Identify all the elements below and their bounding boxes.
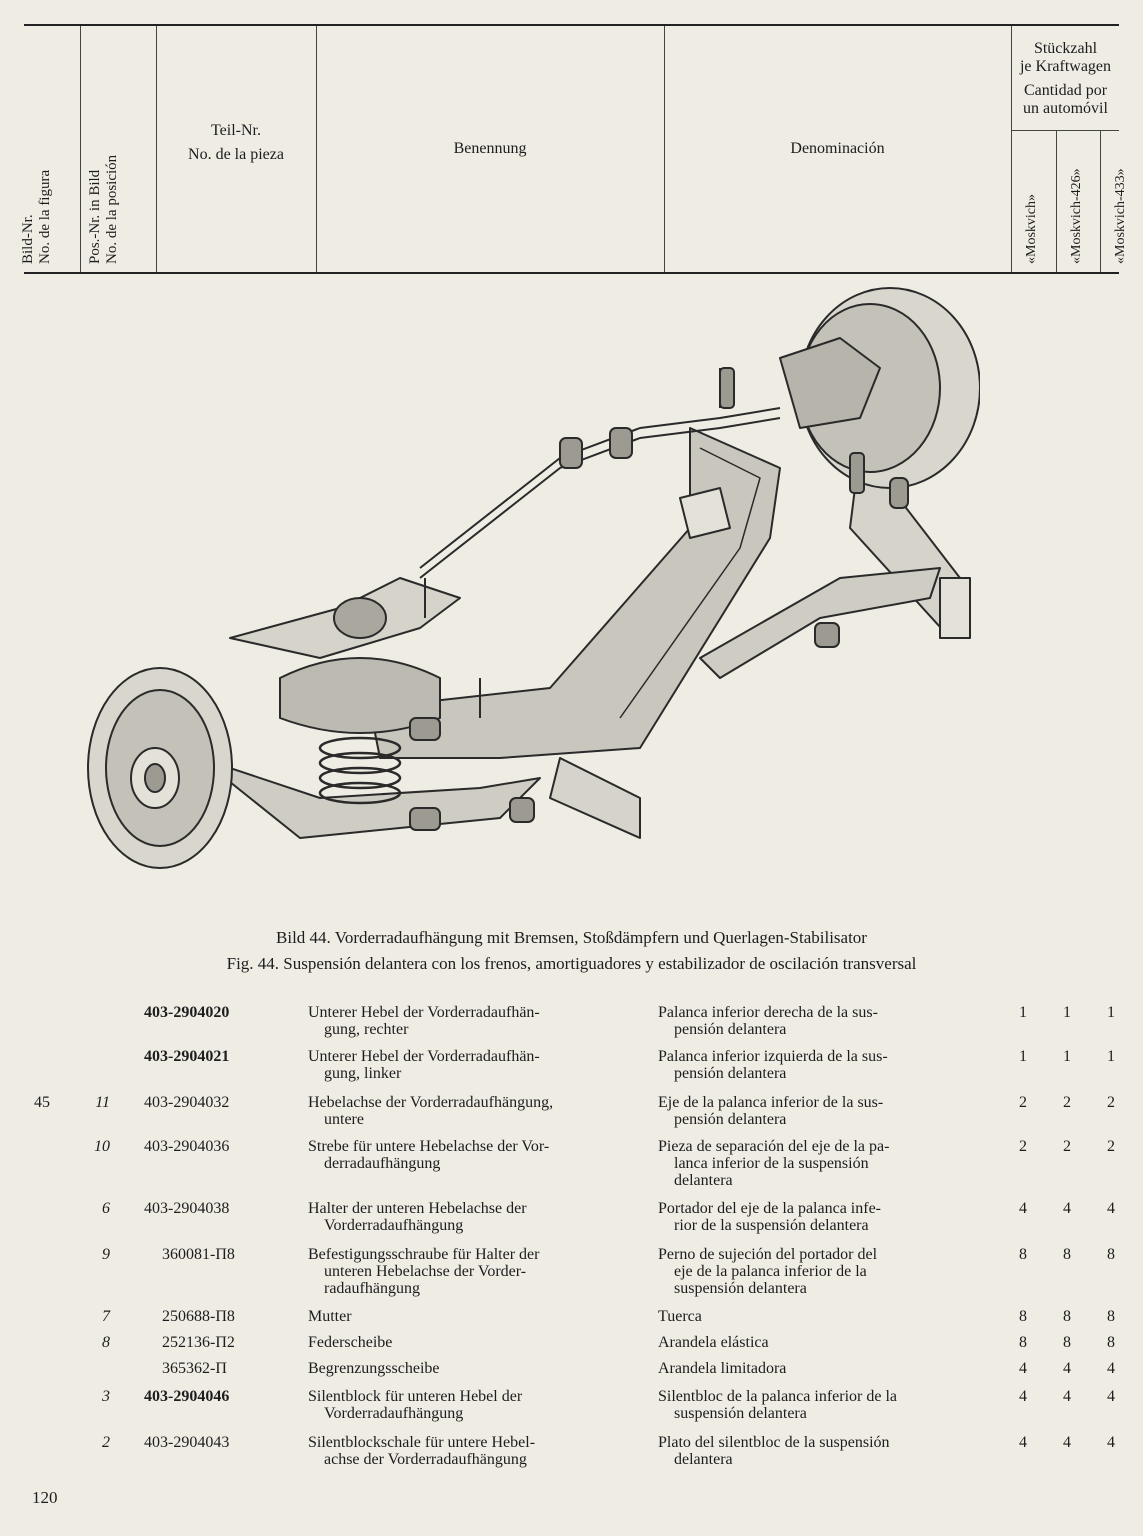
row-denominacion <box>658 1334 970 1351</box>
row-pos-nr: 3 <box>102 1388 110 1405</box>
benennung-line: untere <box>324 1111 364 1128</box>
row-qty-moskvich-433: 8 <box>1107 1246 1115 1263</box>
row-qty-moskvich-426: 1 <box>1063 1004 1071 1021</box>
benennung-line: derradaufhängung <box>324 1155 441 1172</box>
row-part-nr: 403-2904038 <box>144 1200 230 1217</box>
row-benennung <box>308 1200 623 1234</box>
benennung-line: unteren Hebelachse der Vorder- <box>324 1263 527 1280</box>
benennung-line: Befestigungsschraube für Halter der <box>308 1246 540 1263</box>
benennung-line: gung, rechter <box>324 1021 409 1038</box>
row-denominacion <box>658 1308 970 1325</box>
row-qty-moskvich-426: 4 <box>1063 1200 1071 1217</box>
header-model-2-cell <box>1056 130 1099 272</box>
benennung-line: Federscheibe <box>308 1334 393 1351</box>
header-col-benennung <box>316 26 663 272</box>
figure-caption-es: Fig. 44. Suspensión delantera con los frenos, amortiguadores y estabilizador de oscilación transversal <box>226 954 917 973</box>
row-denominacion <box>658 1004 970 1038</box>
denominacion-line: pensión delantera <box>674 1021 787 1038</box>
row-qty-moskvich-433: 8 <box>1107 1308 1115 1325</box>
row-part-nr: 403-2904036 <box>144 1138 230 1155</box>
denominacion-line: Arandela elástica <box>658 1334 769 1351</box>
row-qty-moskvich-433: 2 <box>1107 1138 1115 1155</box>
row-qty-moskvich-426: 4 <box>1063 1388 1071 1405</box>
row-qty-moskvich-433: 2 <box>1107 1094 1115 1111</box>
benennung-line: radaufhängung <box>324 1280 420 1297</box>
denominacion-line: Arandela limitadora <box>658 1360 787 1377</box>
header-teil-label: Teil-Nr. No. de la pieza <box>188 122 284 163</box>
row-qty-moskvich: 1 <box>1019 1048 1027 1065</box>
figure-caption-de: Bild 44. Vorderradaufhängung mit Bremsen, Stoßdämpfern und Querlagen-Stabilisator <box>276 928 867 947</box>
header-col-denominacion <box>664 26 1010 272</box>
denominacion-line: Perno de sujeción del portador del <box>658 1246 878 1263</box>
row-part-nr: 403-2904046 <box>144 1388 230 1405</box>
row-part-nr: 403-2904032 <box>144 1094 230 1111</box>
row-qty-moskvich-426: 8 <box>1063 1334 1071 1351</box>
denominacion-line: Palanca inferior derecha de la sus- <box>658 1004 878 1021</box>
row-denominacion <box>658 1434 970 1468</box>
benennung-line: Halter der unteren Hebelachse der <box>308 1200 527 1217</box>
header-bild-label: Bild-Nr. No. de la figura <box>20 169 53 264</box>
row-pos-nr: 10 <box>94 1138 110 1155</box>
row-denominacion <box>658 1138 970 1189</box>
denominacion-line: Pieza de separación del eje de la pa- <box>658 1138 890 1155</box>
page-number: 120 <box>32 1488 58 1507</box>
benennung-line: Vorderradaufhängung <box>324 1217 464 1234</box>
row-denominacion <box>658 1200 970 1234</box>
row-part-nr: 360081-П8 <box>162 1246 235 1263</box>
denominacion-line: pensión delantera <box>674 1065 787 1082</box>
row-part-nr: 403-2904043 <box>144 1434 230 1451</box>
row-qty-moskvich: 4 <box>1019 1388 1027 1405</box>
header-pos-label: Pos.-Nr. in Bild No. de la posición <box>87 154 120 264</box>
row-qty-moskvich: 2 <box>1019 1138 1027 1155</box>
row-part-nr: 252136-П2 <box>162 1334 235 1351</box>
header-stueckzahl: Stückzahl je Kraftwagen Cantidad por un automóvil <box>1019 40 1112 117</box>
row-qty-moskvich-433: 4 <box>1107 1200 1115 1217</box>
row-benennung <box>308 1434 623 1468</box>
header-model-3-cell <box>1100 130 1128 272</box>
denominacion-line: Silentbloc de la palanca inferior de la <box>658 1388 898 1405</box>
row-qty-moskvich-426: 2 <box>1063 1094 1071 1111</box>
row-pos-nr: 2 <box>102 1434 110 1451</box>
benennung-line: Begrenzungsscheibe <box>308 1360 440 1377</box>
row-part-nr: 365362-П <box>162 1360 227 1377</box>
row-qty-moskvich: 8 <box>1019 1308 1027 1325</box>
row-benennung <box>308 1360 623 1377</box>
row-denominacion <box>658 1094 970 1128</box>
row-qty-moskvich-426: 2 <box>1063 1138 1071 1155</box>
row-part-nr: 250688-П8 <box>162 1308 235 1325</box>
denominacion-line: Palanca inferior izquierda de la sus- <box>658 1048 888 1065</box>
row-qty-moskvich-433: 8 <box>1107 1334 1115 1351</box>
benennung-line: Hebelachse der Vorderradaufhängung, <box>308 1094 554 1111</box>
row-pos-nr: 9 <box>102 1246 110 1263</box>
row-qty-moskvich-426: 8 <box>1063 1246 1071 1263</box>
row-qty-moskvich: 1 <box>1019 1004 1027 1021</box>
row-benennung <box>308 1388 623 1422</box>
denominacion-line: rior de la suspensión delantera <box>674 1217 869 1234</box>
denominacion-line: suspensión delantera <box>674 1405 807 1422</box>
row-qty-moskvich: 8 <box>1019 1334 1027 1351</box>
row-qty-moskvich-426: 8 <box>1063 1308 1071 1325</box>
row-benennung <box>308 1094 623 1128</box>
row-qty-moskvich: 4 <box>1019 1434 1027 1451</box>
row-pos-nr: 7 <box>102 1308 110 1325</box>
benennung-line: Mutter <box>308 1308 352 1325</box>
row-qty-moskvich-433: 1 <box>1107 1004 1115 1021</box>
benennung-line: achse der Vorderradaufhängung <box>324 1451 527 1468</box>
row-benennung <box>308 1138 623 1172</box>
row-qty-moskvich-426: 1 <box>1063 1048 1071 1065</box>
header-col-stueckzahl <box>1011 26 1128 272</box>
header-col-bild <box>20 26 72 272</box>
row-benennung <box>308 1048 623 1082</box>
benennung-line: gung, linker <box>324 1065 402 1082</box>
row-denominacion <box>658 1388 970 1422</box>
row-qty-moskvich-433: 1 <box>1107 1048 1115 1065</box>
header-model-2: «Moskvich-426» <box>1069 168 1084 264</box>
denominacion-line: delantera <box>674 1451 733 1468</box>
row-qty-moskvich-433: 4 <box>1107 1360 1115 1377</box>
row-qty-moskvich-426: 4 <box>1063 1360 1071 1377</box>
row-denominacion <box>658 1246 970 1297</box>
row-bild-nr: 45 <box>34 1094 50 1111</box>
row-part-nr: 403-2904020 <box>144 1004 230 1021</box>
row-qty-moskvich: 2 <box>1019 1094 1027 1111</box>
table-header <box>20 24 1128 274</box>
row-pos-nr: 11 <box>95 1094 110 1111</box>
row-benennung <box>308 1004 623 1038</box>
header-col-teil <box>156 26 315 272</box>
benennung-line: Unterer Hebel der Vorderradaufhän- <box>308 1004 540 1021</box>
row-pos-nr: 8 <box>102 1334 110 1351</box>
header-col-pos <box>80 26 155 272</box>
row-qty-moskvich: 4 <box>1019 1360 1027 1377</box>
header-model-3: «Moskvich-433» <box>1113 168 1128 264</box>
benennung-line: Unterer Hebel der Vorderradaufhän- <box>308 1048 540 1065</box>
row-qty-moskvich-433: 4 <box>1107 1388 1115 1405</box>
row-qty-moskvich-426: 4 <box>1063 1434 1071 1451</box>
header-model-1: «Moskvich» <box>1024 194 1039 264</box>
header-denominacion: Denominación <box>790 140 885 157</box>
row-qty-moskvich: 4 <box>1019 1200 1027 1217</box>
denominacion-line: eje de la palanca inferior de la <box>674 1263 867 1280</box>
denominacion-line: Portador del eje de la palanca infe- <box>658 1200 881 1217</box>
row-part-nr: 403-2904021 <box>144 1048 230 1065</box>
denominacion-line: Tuerca <box>658 1308 702 1325</box>
row-pos-nr: 6 <box>102 1200 110 1217</box>
benennung-line: Vorderradaufhängung <box>324 1405 464 1422</box>
row-qty-moskvich: 8 <box>1019 1246 1027 1263</box>
benennung-line: Silentblockschale für untere Hebel- <box>308 1434 536 1451</box>
row-denominacion <box>658 1360 970 1377</box>
front-suspension-illustration <box>80 278 980 898</box>
denominacion-line: suspensión delantera <box>674 1280 807 1297</box>
denominacion-line: Eje de la palanca inferior de la sus- <box>658 1094 884 1111</box>
denominacion-line: delantera <box>674 1172 733 1189</box>
row-benennung <box>308 1308 623 1325</box>
row-benennung <box>308 1334 623 1351</box>
denominacion-line: pensión delantera <box>674 1111 787 1128</box>
header-model-1-cell <box>1012 130 1054 272</box>
benennung-line: Silentblock für unteren Hebel der <box>308 1388 523 1405</box>
row-qty-moskvich-433: 4 <box>1107 1434 1115 1451</box>
denominacion-line: lanca inferior de la suspensión <box>674 1155 869 1172</box>
row-denominacion <box>658 1048 970 1082</box>
denominacion-line: Plato del silentbloc de la suspensión <box>658 1434 890 1451</box>
row-benennung <box>308 1246 623 1297</box>
benennung-line: Strebe für untere Hebelachse der Vor- <box>308 1138 550 1155</box>
header-benennung: Benennung <box>453 140 527 157</box>
